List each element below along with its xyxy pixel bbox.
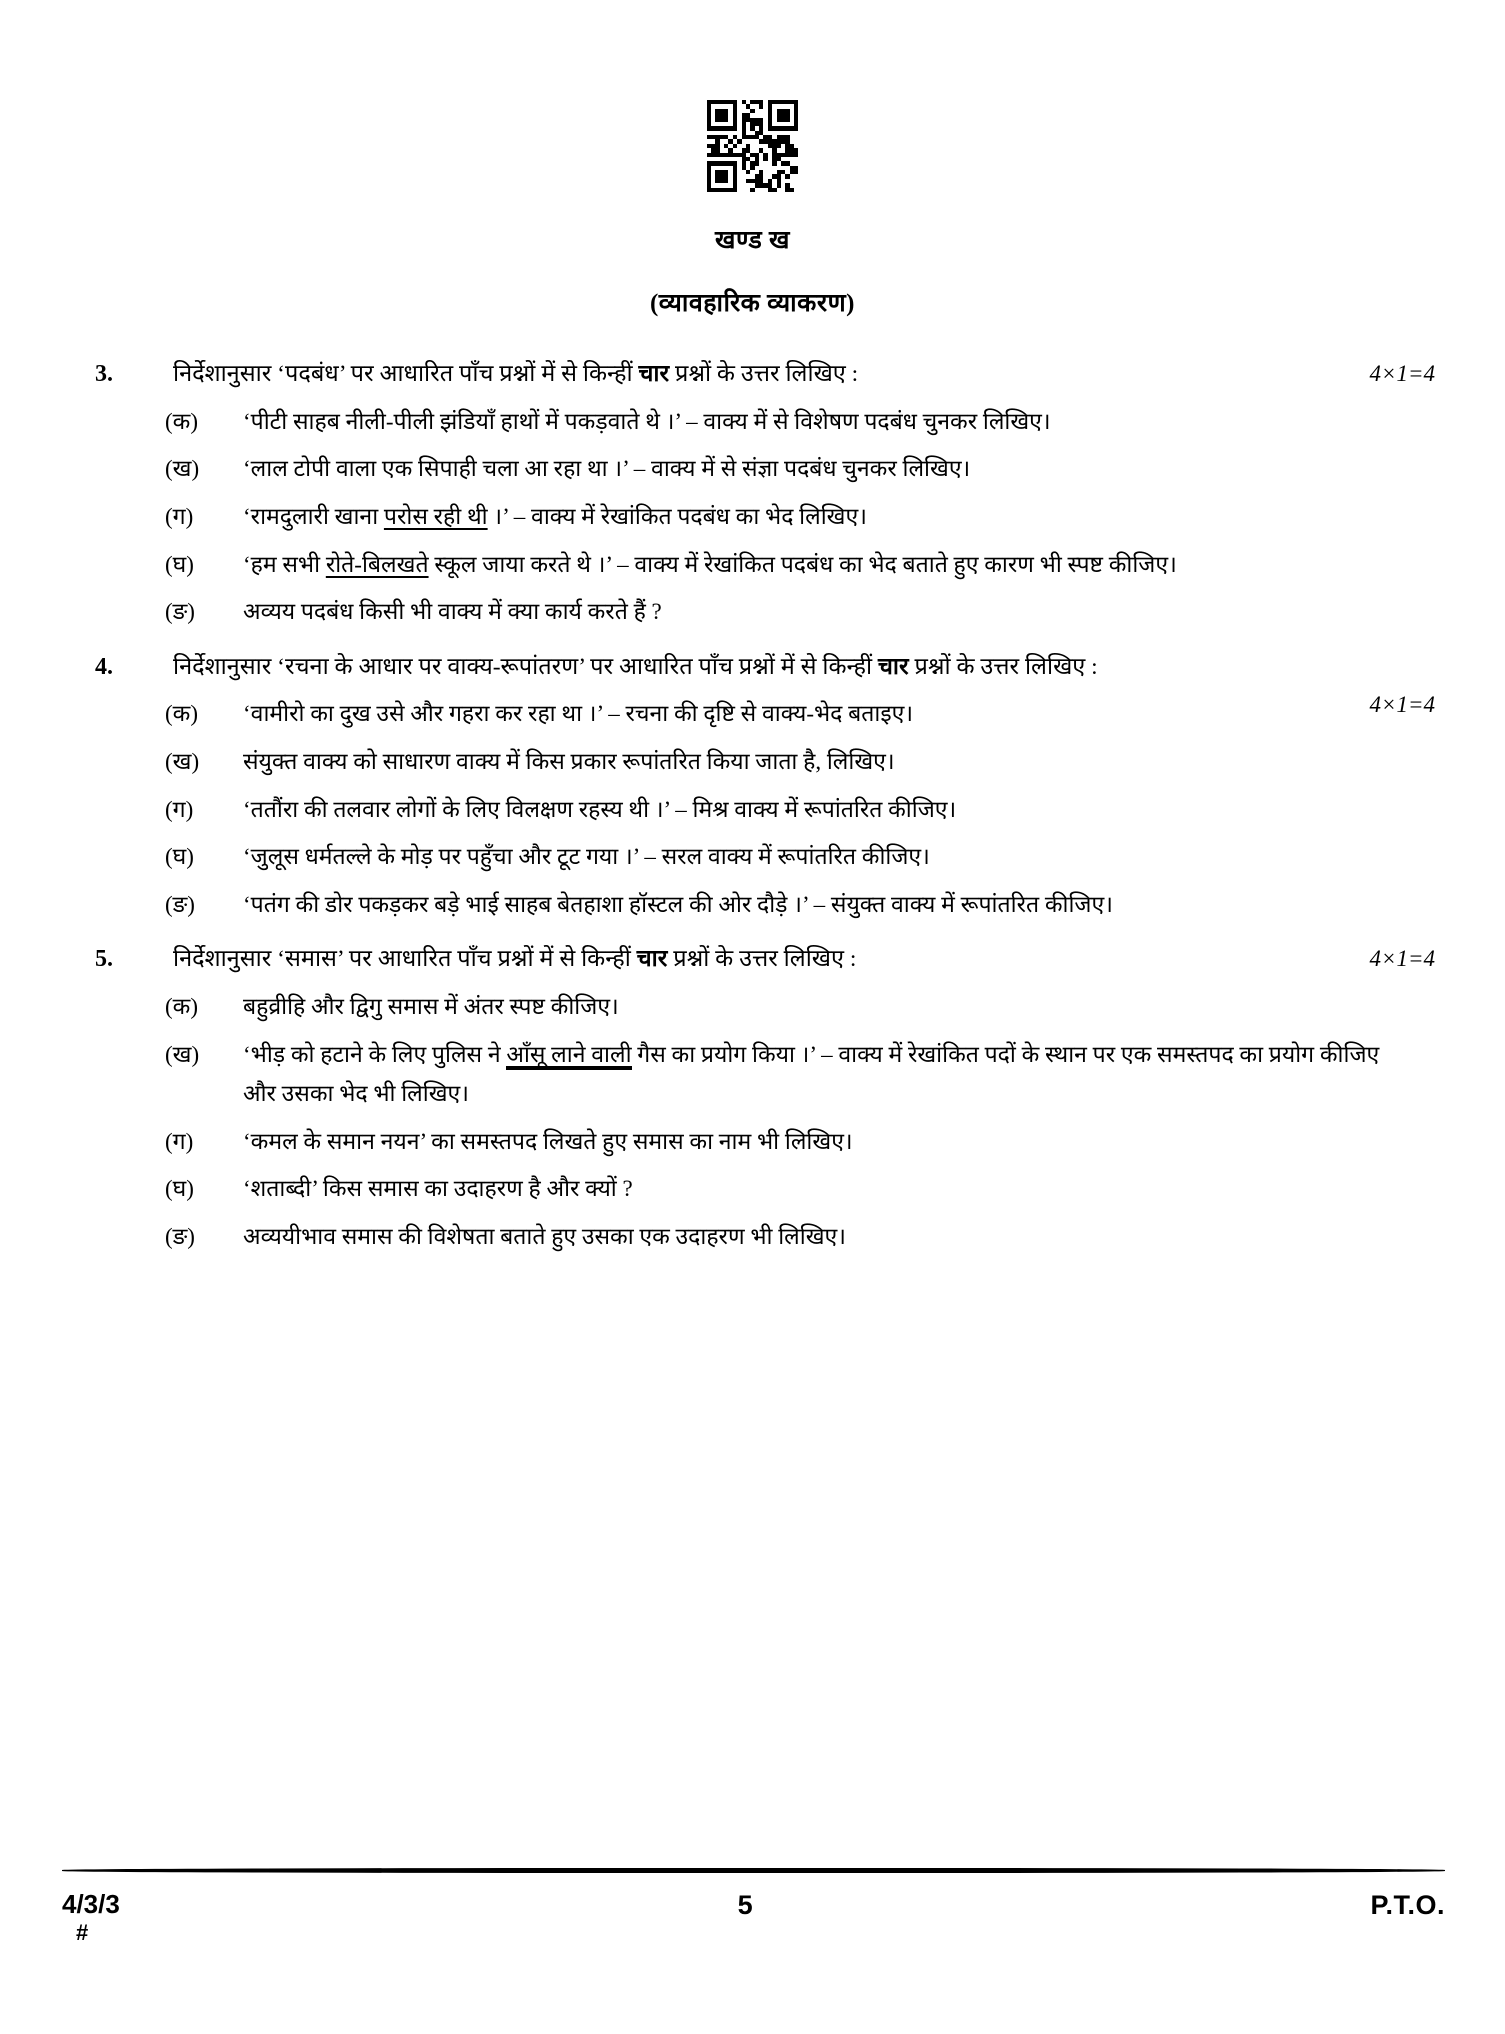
text-run: ‘ततौंरा की तलवार लोगों के लिए विलक्षण रहस्य थी ।’ – मिश्र वाक्य में रूपांतरित कीजिए। — [243, 796, 957, 822]
question-prompt-text — [173, 946, 856, 972]
prompt-after: प्रश्नों के उत्तर लिखिए : — [908, 653, 1098, 680]
sub-question-list — [95, 694, 1435, 924]
sub-question-text — [243, 694, 1435, 734]
sub-question-text — [243, 837, 1435, 877]
sub-question-label: (ग) — [165, 503, 194, 529]
sub-question-text — [243, 885, 1435, 925]
underline-run: परोस रही थी — [383, 503, 488, 529]
prompt-before: निर्देशानुसार ‘रचना के आधार पर वाक्य-रूपांतरण’ पर आधारित पाँच प्रश्नों में से किन्हीं — [173, 653, 878, 680]
sub-question-text — [243, 1217, 1435, 1257]
sub-question-text — [243, 987, 1435, 1027]
page-footer — [62, 1890, 1445, 1945]
sub-question-text — [243, 1169, 1435, 1209]
sub-question-row — [95, 1122, 1435, 1162]
sub-question-label: (ख) — [165, 1041, 200, 1067]
question-block — [95, 940, 1435, 1256]
sub-question-text — [243, 742, 1435, 782]
sub-question-row — [95, 545, 1435, 585]
footer-left — [62, 1890, 120, 1945]
sub-question-text — [243, 790, 1435, 830]
question-number: 5. — [95, 946, 113, 973]
text-run: ‘कमल के समान नयन’ का समस्तपद लिखते हुए समास का नाम भी लिखिए। — [243, 1128, 853, 1154]
question-main-row — [95, 355, 1435, 394]
sub-question-row — [95, 497, 1435, 537]
sub-question-label: (ग) — [165, 1128, 194, 1154]
text-run: ‘शताब्दी’ किस समास का उदाहरण है और क्यों ? — [243, 1176, 633, 1202]
questions-list — [95, 355, 1435, 1272]
sub-question-label: (घ) — [165, 551, 194, 577]
sub-question-label: (ख) — [165, 749, 200, 775]
text-run: बहुव्रीहि और द्विगु समास में अंतर स्पष्ट कीजिए। — [243, 994, 619, 1020]
sub-question-row — [95, 885, 1435, 925]
text-run: ‘पीटी साहब नीली-पीली झंडियाँ हाथों में पकड़वाते थे ।’ – वाक्य में से विशेषण पदबंध चुनकर लिखिए। — [243, 408, 1051, 434]
sub-question-text — [243, 497, 1435, 537]
sub-question-row — [95, 1217, 1435, 1257]
question-marks: 4×1=4 — [1369, 691, 1435, 717]
sub-question-label: (क) — [165, 408, 198, 434]
underline-run: रोते-बिलखते — [325, 551, 429, 577]
qr-code — [707, 100, 799, 192]
footer-divider — [62, 1868, 1445, 1873]
sub-question-label: (घ) — [165, 1176, 194, 1202]
sub-question-label: (ङ) — [165, 891, 195, 917]
sub-question-label: (ख) — [165, 456, 200, 482]
section-subtitle: (व्यावहारिक व्याकरण) — [649, 290, 855, 317]
prompt-before: निर्देशानुसार ‘पदबंध’ पर आधारित पाँच प्रश्नों में से किन्हीं — [173, 361, 639, 387]
qr-code-container — [0, 100, 1505, 192]
prompt-emphasis: चार — [638, 361, 670, 387]
question-number: 3. — [95, 361, 113, 387]
sub-question-label: (क) — [165, 994, 198, 1020]
prompt-after: प्रश्नों के उत्तर लिखिए : — [667, 946, 857, 973]
prompt-emphasis: चार — [878, 653, 909, 680]
sub-question-row — [95, 1169, 1435, 1209]
section-title: खण्ड ख — [715, 227, 790, 254]
prompt-emphasis: चार — [636, 946, 668, 973]
text-run: ‘रामदुलारी खाना — [243, 503, 384, 529]
sub-question-text — [243, 449, 1435, 489]
sub-question-row — [95, 837, 1435, 877]
question-block — [95, 648, 1435, 925]
text-run: ‘लाल टोपी वाला एक सिपाही चला आ रहा था ।’ – वाक्य में से संज्ञा पदबंध चुनकर लिखिए। — [243, 456, 971, 482]
question-block — [95, 355, 1435, 632]
text-run: ‘हम सभी — [243, 551, 326, 577]
sub-question-row — [95, 1035, 1435, 1114]
paper-code: 4/3/3 — [62, 1889, 120, 1919]
sub-question-text — [243, 402, 1435, 442]
question-marks: 4×1=4 — [1369, 361, 1435, 386]
sub-question-row — [95, 790, 1435, 830]
text-run: संयुक्त वाक्य को साधारण वाक्य में किस प्रकार रूपांतरित किया जाता है, लिखिए। — [243, 749, 895, 775]
page-number: 5 — [737, 1890, 753, 1920]
text-run: ‘वामीरो का दुख उसे और गहरा कर रहा था ।’ – रचना की दृष्टि से वाक्य-भेद बताइए। — [243, 701, 914, 727]
prompt-before: निर्देशानुसार ‘समास’ पर आधारित पाँच प्रश्नों में से किन्हीं — [173, 946, 637, 973]
sub-question-label: (ङ) — [165, 599, 195, 625]
question-prompt — [173, 940, 1435, 978]
text-run: गैस का प्रयोग किया ।’ – वाक्य में रेखांकित पदों के स्थान पर एक समस्तपद का प्रयोग कीजिए और उसका भेद भी लिखिए। — [243, 1041, 1380, 1107]
sub-question-label: (क) — [165, 701, 198, 727]
question-prompt — [173, 355, 1435, 393]
sub-question-label: (ङ) — [165, 1223, 195, 1249]
prompt-after: प्रश्नों के उत्तर लिखिए : — [669, 361, 859, 387]
sub-question-row — [95, 449, 1435, 489]
sub-question-label: (ग) — [165, 796, 194, 822]
text-run: ‘जुलूस धर्मतल्ले के मोड़ पर पहुँचा और टूट गया ।’ – सरल वाक्य में रूपांतरित कीजिए। — [243, 844, 930, 870]
text-run: अव्यय पदबंध किसी भी वाक्य में क्या कार्य करते हैं ? — [243, 599, 662, 625]
sub-question-text — [243, 1122, 1435, 1162]
text-run: ‘पतंग की डोर पकड़कर बड़े भाई साहब बेतहाशा हॉस्टल की ओर दौड़े ।’ – संयुक्त वाक्य में रूपांतरित कीजिए। — [243, 891, 1113, 917]
sub-question-row — [95, 987, 1435, 1027]
text-run: ‘भीड़ को हटाने के लिए पुलिस ने — [243, 1041, 507, 1067]
question-number: 4. — [95, 653, 113, 680]
footer-hash-mark: # — [76, 1919, 89, 1945]
text-run: स्कूल जाया करते थे ।’ – वाक्य में रेखांकित पदबंध का भेद बताते हुए कारण भी स्पष्ट कीजिए। — [428, 551, 1177, 577]
sub-question-label: (घ) — [165, 844, 194, 870]
sub-question-row — [95, 402, 1435, 442]
turn-over-label: P.T.O. — [1370, 1890, 1445, 1920]
question-marks: 4×1=4 — [1369, 946, 1435, 972]
double-underline-run: आँसू लाने वाली — [506, 1042, 631, 1070]
sub-question-text — [243, 1035, 1435, 1114]
question-prompt-text — [173, 361, 858, 387]
sub-question-list — [95, 402, 1435, 632]
sub-question-text — [243, 545, 1435, 585]
question-main-row — [95, 940, 1435, 979]
text-run: अव्ययीभाव समास की विशेषता बताते हुए उसका एक उदाहरण भी लिखिए। — [243, 1223, 846, 1249]
sub-question-list — [95, 987, 1435, 1256]
question-prompt-text — [173, 654, 1098, 680]
sub-question-row — [95, 694, 1435, 734]
sub-question-text — [243, 592, 1435, 632]
text-run: ।’ – वाक्य में रेखांकित पदबंध का भेद लिखिए। — [487, 503, 867, 529]
sub-question-row — [95, 592, 1435, 632]
sub-question-row — [95, 742, 1435, 782]
